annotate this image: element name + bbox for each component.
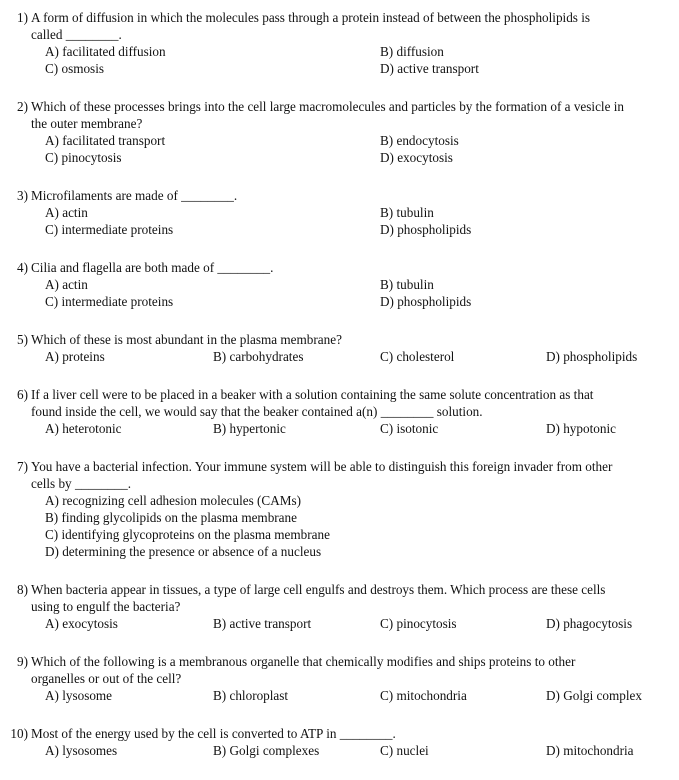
answer-option[interactable]: A) lysosome <box>45 688 113 703</box>
question-number: 9) <box>17 654 28 669</box>
answer-option[interactable]: D) active transport <box>380 61 479 76</box>
answer-option[interactable]: B) carbohydrates <box>213 349 304 364</box>
question-number: 6) <box>17 387 28 402</box>
answer-option[interactable]: B) diffusion <box>380 44 444 59</box>
question-stem: Which of these processes brings into the cell large macromolecules and particles by the formation of a vesicle in <box>31 99 624 114</box>
answer-option[interactable]: A) lysosomes <box>45 743 118 758</box>
question-stem: A form of diffusion in which the molecules pass through a protein instead of between the phospholipids is <box>31 10 591 25</box>
answer-option[interactable]: A) facilitated transport <box>45 133 166 148</box>
answer-option[interactable]: C) identifying glycoproteins on the plasma membrane <box>45 527 330 542</box>
answer-option[interactable]: A) exocytosis <box>45 616 118 631</box>
question-stem: Microfilaments are made of ________. <box>31 188 238 203</box>
answer-option[interactable]: D) phagocytosis <box>546 616 633 631</box>
question-number: 10) <box>10 726 28 741</box>
question-stem: Cilia and flagella are both made of ________. <box>31 260 274 275</box>
answer-option[interactable]: C) pinocytosis <box>45 150 122 165</box>
question-stem: cells by ________. <box>31 476 131 491</box>
answer-option[interactable]: C) cholesterol <box>380 349 455 364</box>
answer-option[interactable]: B) active transport <box>213 616 312 631</box>
answer-option[interactable]: A) facilitated diffusion <box>45 44 166 59</box>
question-number: 5) <box>17 332 28 347</box>
question-stem: If a liver cell were to be placed in a beaker with a solution containing the same solute concentration as that <box>31 387 594 402</box>
answer-option[interactable]: B) endocytosis <box>380 133 459 148</box>
answer-option[interactable]: A) heterotonic <box>45 421 122 436</box>
answer-option[interactable]: C) mitochondria <box>380 688 467 703</box>
answer-option[interactable]: B) hypertonic <box>213 421 286 436</box>
answer-option[interactable]: D) hypotonic <box>546 421 616 436</box>
answer-option[interactable]: D) phospholipids <box>380 222 472 237</box>
question-number: 4) <box>17 260 28 275</box>
answer-option[interactable]: C) intermediate proteins <box>45 294 174 309</box>
question-stem: organelles or out of the cell? <box>31 671 182 686</box>
answer-option[interactable]: D) mitochondria <box>546 743 634 758</box>
question-stem: Which of these is most abundant in the plasma membrane? <box>31 332 342 347</box>
answer-option[interactable]: A) actin <box>45 205 88 220</box>
question-number: 7) <box>17 459 28 474</box>
answer-option[interactable]: A) proteins <box>45 349 105 364</box>
question-stem: Which of the following is a membranous organelle that chemically modifies and ships proteins to other <box>31 654 576 669</box>
question-number: 3) <box>17 188 28 203</box>
answer-option[interactable]: C) nuclei <box>380 743 429 758</box>
answer-option[interactable]: C) isotonic <box>380 421 439 436</box>
question-stem: called ________. <box>31 27 122 42</box>
question-number: 8) <box>17 582 28 597</box>
answer-option[interactable]: D) Golgi complex <box>546 688 642 703</box>
answer-option[interactable]: D) phospholipids <box>380 294 472 309</box>
question-stem: When bacteria appear in tissues, a type of large cell engulfs and destroys them. Which process are these cells <box>31 582 606 597</box>
answer-option[interactable]: A) actin <box>45 277 88 292</box>
question-stem: using to engulf the bacteria? <box>31 599 181 614</box>
answer-option[interactable]: C) pinocytosis <box>380 616 457 631</box>
question-number: 1) <box>17 10 28 25</box>
answer-option[interactable]: B) Golgi complexes <box>213 743 320 758</box>
question-number: 2) <box>17 99 28 114</box>
answer-option[interactable]: D) phospholipids <box>546 349 638 364</box>
question-stem: found inside the cell, we would say that the beaker contained a(n) ________ solution. <box>31 404 483 419</box>
answer-option[interactable]: C) intermediate proteins <box>45 222 174 237</box>
answer-option[interactable]: B) tubulin <box>380 277 434 292</box>
answer-option[interactable]: C) osmosis <box>45 61 104 76</box>
answer-option[interactable]: B) finding glycolipids on the plasma membrane <box>45 510 297 525</box>
answer-option[interactable]: D) determining the presence or absence of a nucleus <box>45 544 322 559</box>
answer-option[interactable]: D) exocytosis <box>380 150 453 165</box>
question-stem: the outer membrane? <box>31 116 143 131</box>
question-stem: You have a bacterial infection. Your immune system will be able to distinguish this foreign invader from other <box>31 459 613 474</box>
question-stem: Most of the energy used by the cell is converted to ATP in ________. <box>31 726 396 741</box>
answer-option[interactable]: A) recognizing cell adhesion molecules (CAMs) <box>45 493 301 508</box>
answer-option[interactable]: B) chloroplast <box>213 688 289 703</box>
answer-option[interactable]: B) tubulin <box>380 205 434 220</box>
